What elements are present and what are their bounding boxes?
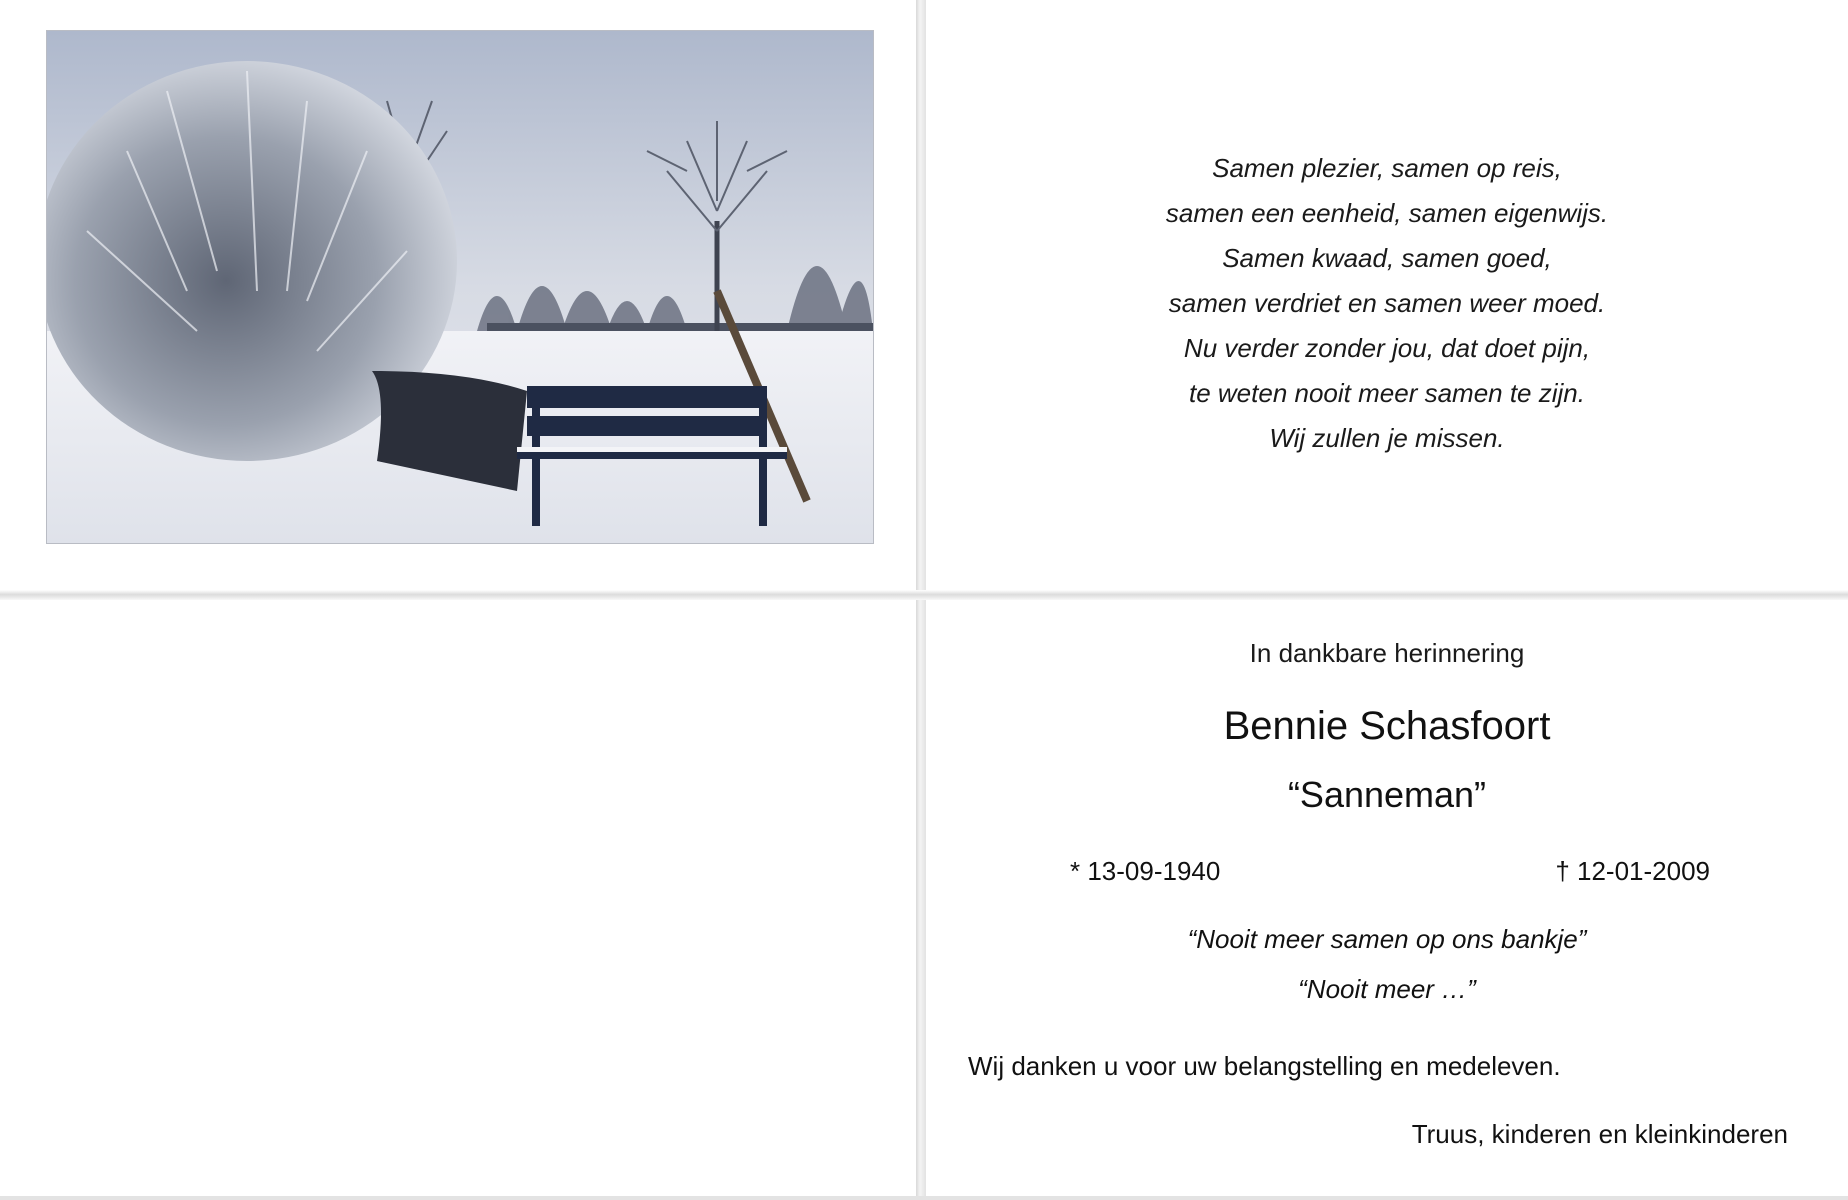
deceased-name: Bennie Schasfoort xyxy=(1223,704,1551,748)
birth-date: * 13-09-1940 xyxy=(1070,856,1221,886)
card-bottom-edge xyxy=(0,1196,1848,1200)
poem-line: Samen kwaad, samen goed, xyxy=(1222,243,1552,273)
family-signature: Truus, kinderen en kleinkinderen xyxy=(1411,1119,1788,1149)
poem-line: te weten nooit meer samen te zijn. xyxy=(1189,378,1585,408)
poem-line: samen een eenheid, samen eigenwijs. xyxy=(1165,198,1609,228)
intro-text: In dankbare herinnering xyxy=(1249,638,1525,668)
horizontal-fold xyxy=(0,590,1848,600)
remembrance-panel xyxy=(926,596,1848,1200)
blank-panel xyxy=(0,596,916,1200)
winter-bench-photo xyxy=(46,30,874,544)
poem-line: samen verdriet en samen weer moed. xyxy=(1168,288,1606,318)
death-date: † 12-01-2009 xyxy=(1555,856,1710,886)
poem-line: Samen plezier, samen op reis, xyxy=(1212,153,1562,183)
front-panel xyxy=(0,0,916,594)
thanks-text: Wij danken u voor uw belangstelling en medeleven. xyxy=(968,1051,1561,1081)
poem xyxy=(926,146,1848,461)
vertical-fold xyxy=(916,0,926,1200)
poem-panel xyxy=(926,0,1848,594)
poem-line: Wij zullen je missen. xyxy=(1269,423,1505,453)
poem-line: Nu verder zonder jou, dat doet pijn, xyxy=(1183,333,1591,363)
nickname: “Sanneman” xyxy=(1287,774,1487,815)
quote-line: “Nooit meer samen op ons bankje” xyxy=(1187,924,1587,954)
quote-line: “Nooit meer …” xyxy=(1298,974,1476,1004)
